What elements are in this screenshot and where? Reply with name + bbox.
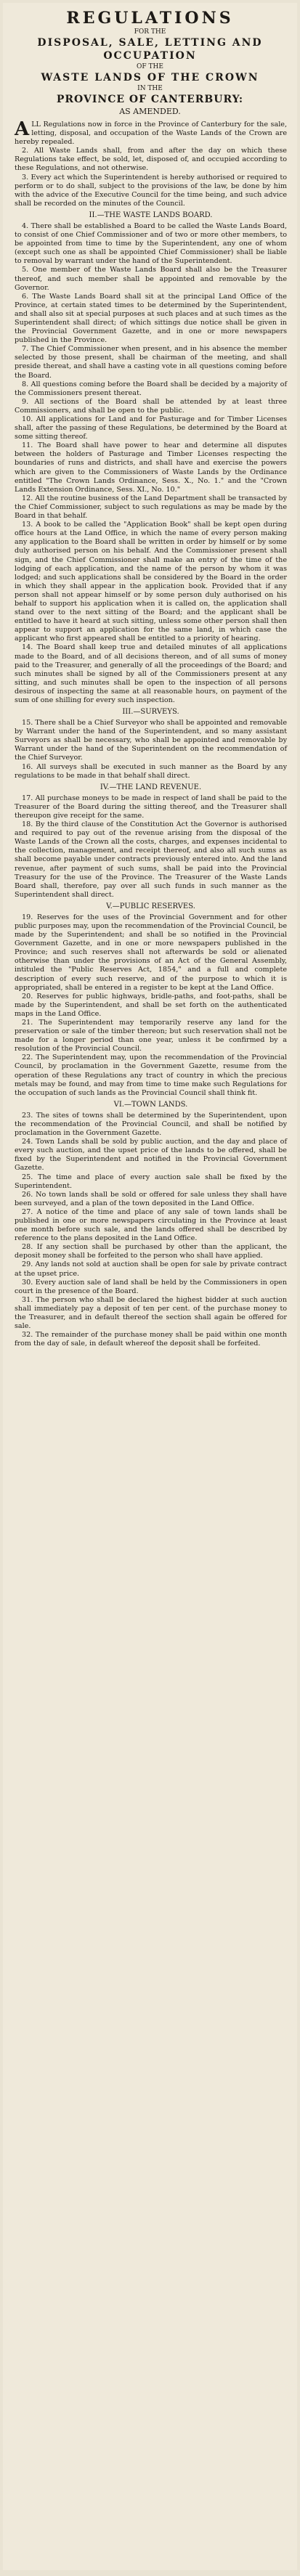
- header-amended: AS AMENDED.: [119, 107, 181, 116]
- section-heading-board: II.—THE WASTE LANDS BOARD.: [89, 211, 213, 219]
- paragraph-2: 2. All Waste Lands shall, from and after the day on which these Regulations take effect, be sold, let, disposed of, and occupied according to these Regulations, and not otherwise.: [15, 147, 287, 173]
- header-for-the: FOR THE: [134, 28, 166, 36]
- paragraph-20: 20. Reserves for public highways, bridle-paths, and foot-paths, shall be made by the Superintendent, and shall be set forth on the authenticated maps in the Land Office.: [15, 992, 287, 1018]
- paragraph-13: 13. A book to be called the "Application Book" shall be kept open during office hours at the Land Office, in which the name of every person making any application to the Board shall be written in order by himself or by some duly authorised person on his behalf. And the Commissioner present shall sign, and the Chief Commissioner shall make an entry of the time of the lodging of each application, and the name of the person by whom it was lodged; and such applications shall be considered by the Board in the order in which they shall appear in the application book. Provided that if any person shall not appear himself or by some person duly authorised on his behalf to support his application when it is called on, the application shall stand over to the next sitting of the Board; and the applicant shall be entitled to have it heard at such sitting, unless some other person shall then appear to support an application for the same land, in which case the applicant who first appeared shall be entitled to a priority of hearing.: [15, 521, 287, 643]
- paragraph-9: 9. All sections of the Board shall be attended by at least three Commissioners, and shall be open to the public.: [15, 397, 287, 415]
- paragraph-31: 31. The person who shall be declared the highest bidder at such auction shall immediately pay a deposit of ten per cent. of the purchase money to the Treasurer, and in default thereof the section shall again be offered for sale.: [15, 1295, 287, 1331]
- header-occupation: OCCUPATION: [103, 50, 197, 62]
- paragraph-27: 27. A notice of the time and place of any sale of town lands shall be published in one or more newspapers circulating in the Province at least one month before such sale, and the lands offered shall be described by reference to the plans deposited in the Land Office.: [15, 1207, 287, 1243]
- paragraph-15: 15. There shall be a Chief Surveyor who shall be appointed and removable by Warrant under the hand of the Superintendent, and so many assistant Surveyors as shall be necessary, who shall be appointed and removable by Warrant under the hand of the Superintendent on the recommendation of the Chief Surveyor.: [15, 719, 287, 762]
- paragraph-29: 29. Any lands not sold at auction shall be open for sale by private contract at the upset price.: [15, 1260, 287, 1278]
- header-of-the: OF THE: [137, 63, 163, 70]
- paragraph-19: 19. Reserves for the uses of the Provincial Government and for other public purposes may, upon the recommendation of the Provincial Council, be made by the Superintendent; and shall be so notified in the Provincial Government Gazette, and in one or more newspapers published in the Province; and such reserves shall not afterwards be sold or alienated otherwise than under the provisions of an Act of the General Assembly, intituled the "Public Reserves Act, 1854," and a full and complete description of every such reserve, and of the purpose to which it is appropriated, shall be entered in a register to be kept at the Land Office.: [15, 913, 287, 992]
- regulations-body: [3, 119, 297, 1348]
- header-disposal: DISPOSAL, SALE, LETTING AND: [37, 37, 263, 49]
- paragraph-21: 21. The Superintendent may temporarily reserve any land for the preservation or sale of the timber thereon; but such reservation shall not be made for a longer period than one year, unless it be confirmed by a resolution of the Provincial Council.: [15, 1019, 287, 1053]
- paragraph-8: 8. All questions coming before the Board shall be decided by a majority of the Commissioners present thereat.: [15, 380, 287, 397]
- paragraph-22: 22. The Superintendent may, upon the recommendation of the Provincial Council, by proclamation in the Government Gazette, resume from the operation of these Regulations any tract of country in which the precious metals may be found, and may from time to time make such Regulations for the occupation of such lands as the Provincial Council shall think fit.: [15, 1053, 287, 1097]
- page-title: REGULATIONS: [66, 9, 234, 28]
- header-province: PROVINCE OF CANTERBURY:: [56, 94, 244, 105]
- header-in-the: IN THE: [137, 85, 163, 92]
- paragraph-1: ALL Regulations now in force in the Province of Canterbury for the sale, letting, disposal, and occupation of the Waste Lands of the Crown are hereby repealed.: [15, 118, 287, 147]
- paragraph-12: 12. All the routine business of the Land Department shall be transacted by the Chief Commissioner, subject to such regulations as may be made by the Board in that behalf.: [15, 494, 287, 521]
- section-heading-surveys: III.—SURVEYS.: [122, 708, 179, 717]
- paragraph-10: 10. All applications for Land and for Pasturage and for Timber Licenses shall, after the passing of these Regulations, be determined by the Board at some sitting thereof.: [15, 415, 287, 441]
- paragraph-11: 11. The Board shall have power to hear and determine all disputes between the holders of Pasturage and Timber Licenses respecting the boundaries of runs and districts, and shall have and exercise the powers which are given to the Commissioners of Waste Lands by the Ordinance entitled "The Crown Lands Ordinance, Sess. X., No. 1." and the "Crown Lands Extension Ordinance, Sess. XI., No. 10.": [15, 441, 287, 494]
- paragraph-28: 28. If any section shall be purchased by other than the applicant, the deposit money shall be forfeited to the person who shall have applied.: [15, 1243, 287, 1260]
- paragraph-4: 4. There shall be established a Board to be called the Waste Lands Board, to consist of one Chief Commissioner and of two or more other members, to be appointed from time to time by the Superintendent, any one of whom (except such one as shall be appointed Chief Commissioner) shall be liable to removal by warrant under the hand of the Superintendent.: [15, 221, 287, 266]
- paragraph-14: 14. The Board shall keep true and detailed minutes of all applications made to the Board, and of all decisions thereon, and of all sums of money paid to the Treasurer, and generally of all the proceedings of the Board; and such minutes shall be signed by all of the Commissioners present at any sitting, and such minutes shall be open to the inspection of all persons desirous of inspecting the same at all reasonable hours, on payment of the sum of one shilling for every such inspection.: [15, 643, 287, 704]
- paragraph-6: 6. The Waste Lands Board shall sit at the principal Land Office of the Province, at certain stated times to be determined by the Superintendent, and shall also sit at special purposes at such places and at such times as the Superintendent shall direct; of which sittings due notice shall be given in the Provincial Government Gazette, and in one or more newspapers published in the Province.: [15, 292, 287, 345]
- paragraph-26: 26. No town lands shall be sold or offered for sale unless they shall have been surveyed, and a plan of the town deposited in the Land Office.: [15, 1190, 287, 1207]
- paragraph-32: 32. The remainder of the purchase money shall be paid within one month from the day of sale, in default whereof the deposit shall be forfeited.: [15, 1331, 287, 1348]
- paragraph-24: 24. Town Lands shall be sold by public auction, and the day and place of every such auction, and the upset price of the lands to be offered, shall be fixed by the Superintendent and notified in the Provincial Government Gazette.: [15, 1138, 287, 1173]
- header-waste-lands: WASTE LANDS OF THE CROWN: [41, 72, 259, 83]
- paragraph-17: 17. All purchase moneys to be made in respect of land shall be paid to the Treasurer of the Board during the sitting thereof, and the Treasurer shall thereupon give receipt for the same.: [15, 794, 287, 820]
- paragraph-18: 18. By the third clause of the Constitution Act the Governor is authorised and required to pay out of the revenue arising from the disposal of the Waste Lands of the Crown all the costs, charges, and expenses incidental to the collection, management, and receipt thereof, and also all such sums as shall become payable under contracts previously entered into. And the land revenue, after payment of such sums, shall be paid into the Provincial Treasury for the use of the Province. The Treasurer of the Waste Lands Board shall, therefore, pay over all such funds in such manner as the Superintendent shall direct.: [15, 820, 287, 899]
- section-heading-reserves: V.—PUBLIC RESERVES.: [106, 902, 195, 910]
- paragraph-25: 25. The time and place of every auction sale shall be fixed by the Superintendent.: [15, 1173, 287, 1190]
- paragraph-23: 23. The sites of towns shall be determined by the Superintendent, upon the recommendation of the Provincial Council, and shall be notified by proclamation in the Government Gazette.: [15, 1111, 287, 1138]
- newspaper-page: [3, 3, 297, 2570]
- section-heading-revenue: IV.—THE LAND REVENUE.: [100, 783, 202, 791]
- drop-cap-letter: A: [15, 118, 30, 140]
- paragraph-5: 5. One member of the Waste Lands Board shall also be the Treasurer thereof, and such member shall be appointed and removable by the Governor.: [15, 266, 287, 292]
- paragraph-7: 7. The Chief Commissioner when present, and in his absence the member selected by those present, shall be chairman of the meeting, and shall preside thereat, and shall have a casting vote in all questions coming before the Board.: [15, 345, 287, 380]
- paragraph-3: 3. Every act which the Superintendent is hereby authorised or required to perform or to do shall, subject to the provisions of the law, be done by him with the advice of the Executive Council for the time being, and such advice shall be recorded on the minutes of the Council.: [15, 173, 287, 208]
- section-heading-town-lands: VI.—TOWN LANDS.: [113, 1100, 188, 1109]
- paragraph-16: 16. All surveys shall be executed in such manner as the Board by any regulations to be made in that behalf shall direct.: [15, 762, 287, 780]
- paragraph-30: 30. Every auction sale of land shall be held by the Commissioners in open court in the presence of the Board.: [15, 1278, 287, 1295]
